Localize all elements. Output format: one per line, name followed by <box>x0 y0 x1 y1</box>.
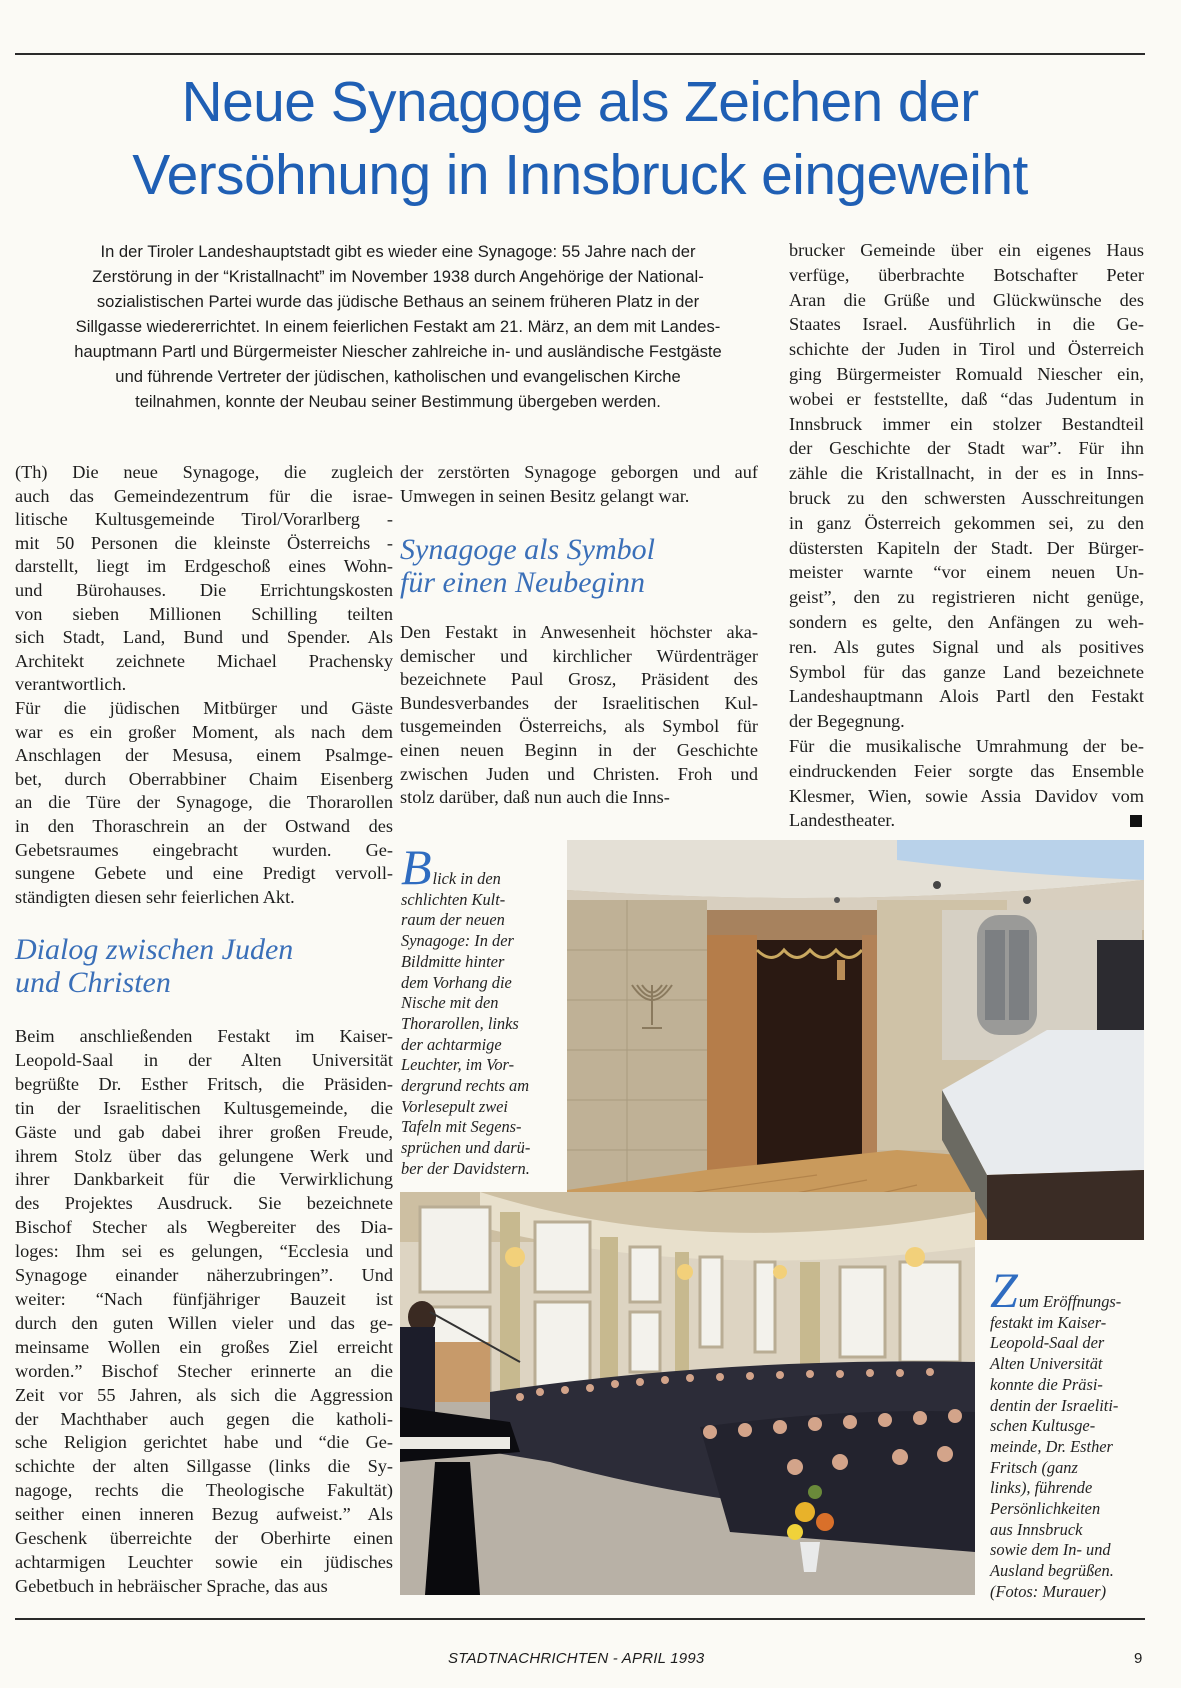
text-line: verantwortlich. <box>15 674 127 695</box>
caption-line: Fritsch (ganz <box>990 1457 1078 1477</box>
caption-line: Bildmitte hinter <box>401 951 505 971</box>
text-line: weiter: “Nach fünfjähriger Bauzeit ist <box>15 1288 393 1309</box>
caption-text: lick in den <box>432 869 501 888</box>
text-line: Architekt zeichnete Michael Prachensky <box>15 650 393 671</box>
article-title-line-1: Neue Synagoge als Zeichen der <box>181 70 979 134</box>
caption-line: Persönlichkeiten <box>990 1499 1101 1519</box>
caption-line: meinde, Dr. Esther <box>990 1436 1113 1456</box>
text-line: sungene Gebete und eine Predigt vervoll- <box>15 863 393 884</box>
text-line: mit 50 Personen die kleinste Österreichs - <box>15 532 393 553</box>
text-line: ihrer Dankbarkeit für die Verwirklichung <box>15 1169 393 1190</box>
text-line: Landestheater. <box>789 810 896 831</box>
text-line: In der Tiroler Landeshauptstadt gibt es wieder eine Synagoge: 55 Jahre nach der <box>100 242 696 261</box>
caption-line: Alten Universität <box>990 1354 1103 1374</box>
subheading-line: für einen Neubeginn <box>400 566 645 599</box>
col2-body-part2 <box>400 621 758 810</box>
text-line: hauptmann Partl und Bürgermeister Niescher zahlreiche in- und ausländische Festgäste <box>74 342 722 361</box>
text-line: zähle die Kristallnacht, in der es in Inns- <box>789 463 1144 484</box>
text-line: seither einen inneren Bezug aufweist.” Als <box>15 1504 393 1525</box>
caption-line: der achtarmige <box>401 1034 502 1054</box>
text-line: durch den guten Willen vieler und das ge- <box>15 1312 393 1333</box>
caption-line: festakt im Kaiser- <box>990 1312 1107 1332</box>
text-line: war es ein großer Moment, als nach dem <box>15 721 393 742</box>
text-line: ständigten diesen sehr feierlichen Akt. <box>15 886 295 907</box>
text-line: Gäste und gab dabei ihrer großen Freude, <box>15 1121 393 1142</box>
text-line: meinsame Wollen ein großes Ziel erreicht <box>15 1336 393 1357</box>
article-title-line-2: Versöhnung in Innsbruck eingeweiht <box>132 143 1028 207</box>
intro-lead <box>18 239 778 414</box>
text-line: düstersten Kapiteln der Stadt. Der Bürger- <box>789 537 1144 558</box>
text-line: der Machthaber auch gegen die katholi- <box>15 1408 393 1429</box>
text-line: Für die musikalische Umrahmung der be- <box>789 735 1144 756</box>
col2-body-part1 <box>400 461 758 508</box>
col3-body <box>789 238 1144 833</box>
text-line: ihrem Stolz über das gelungene Werk und <box>15 1145 393 1166</box>
text-line: Gebetsraumes eingebracht wurden. Ge- <box>15 839 393 860</box>
subheading-line: Synagoge als Symbol <box>400 533 655 566</box>
text-line: der Begegnung. <box>789 711 905 732</box>
bottom-rule <box>15 1618 1145 1620</box>
text-line: sozialistischen Partei wurde das jüdische Bethaus an seinem früheren Platz in der <box>96 292 700 311</box>
text-line: schichte der alten Sillgasse (links die Sy- <box>15 1456 393 1477</box>
text-line: sche Religion gerichtet habe und “die Ge- <box>15 1432 393 1453</box>
text-line: tusgemeinden Österreichs, als Symbol für <box>400 716 758 737</box>
text-line: einen neuen Beginn in der Geschichte <box>400 739 758 760</box>
text-line: Staates Israel. Ausführlich in die Ge- <box>789 314 1144 335</box>
text-line: in den Thoraschrein an der Ostwand des <box>15 815 393 836</box>
text-line: wobei er feststellte, daß “das Judentum in <box>789 388 1144 409</box>
caption-hall-photo <box>990 1262 1150 1603</box>
caption-line: aus Innsbruck <box>990 1519 1083 1539</box>
text-line: in ganz Österreich gekommen sei, zu den <box>789 512 1144 533</box>
text-line: Umwegen in seinen Besitz gelangt war. <box>400 485 690 506</box>
text-line: Bischof Stecher als Wegbereiter des Dia- <box>15 1217 393 1238</box>
text-line: eindruckenden Feier sorgte das Ensemble <box>789 760 1144 781</box>
text-line: demischer und kirchlicher Würdenträger <box>400 645 758 666</box>
caption-line: sowie dem In- und <box>990 1540 1111 1560</box>
text-line: loges: Ihm sei es gelungen, “Ecclesia und <box>15 1241 393 1262</box>
caption-line: dentin der Israeliti- <box>990 1395 1119 1415</box>
caption-line: konnte die Präsi- <box>990 1374 1103 1394</box>
text-line: Zerstörung in der “Kristallnacht” im November 1938 durch Angehörige der National- <box>92 267 704 286</box>
caption-line: Ausland begrüßen. <box>990 1561 1114 1581</box>
text-line: Beim anschließenden Festakt im Kaiser- <box>15 1026 393 1046</box>
text-line: der zerstörten Synagoge geborgen und auf <box>400 462 758 482</box>
text-line: an die Türe der Synagoge, die Thorarollen <box>15 792 393 813</box>
text-line: sondern es gelte, den Anfängen zu weh- <box>789 611 1144 632</box>
text-line: Anschlagen der Mesusa, einem Psalmge- <box>15 745 393 766</box>
text-line: der Geschichte der Stadt war”. Für ihn <box>789 438 1144 459</box>
text-line: Leopold-Saal in der Alten Universität <box>15 1049 393 1070</box>
caption-line: Synagoge: In der <box>401 931 514 951</box>
caption-synagogue-photo <box>401 839 563 1180</box>
col1-body-part2 <box>15 1025 393 1599</box>
caption-rest <box>401 890 563 1180</box>
text-line: achtarmigen Leuchter sowie ein jüdisches <box>15 1551 393 1572</box>
text-line: von sieben Millionen Schilling teilten <box>15 603 393 624</box>
text-line: Zeit vor 55 Jahren, als sich die Aggression <box>15 1384 393 1405</box>
caption-line: Nische mit den <box>401 993 499 1013</box>
publication-footer: STADTNACHRICHTEN - APRIL 1993 <box>448 1650 705 1667</box>
subheading-symbol <box>400 533 655 599</box>
text-line: brucker Gemeinde über ein eigenes Haus <box>789 240 1144 260</box>
text-line: worden.” Bischof Stecher erinnerte an die <box>15 1360 393 1381</box>
caption-line: (Fotos: Murauer) <box>990 1581 1107 1601</box>
caption-line: schen Kultusge- <box>990 1416 1096 1436</box>
top-rule <box>15 53 1145 55</box>
text-line: Für die jüdischen Mitbürger und Gäste <box>15 697 393 718</box>
text-line: geist”, den zu registrieren nicht genüge, <box>789 587 1144 608</box>
caption-line: schlichten Kult- <box>401 889 506 909</box>
text-line: Landeshauptmann Alois Partl den Festakt <box>789 686 1144 707</box>
caption-line: ber der Davidstern. <box>401 1158 530 1178</box>
page-number: 9 <box>1134 1650 1143 1667</box>
subheading-line: und Christen <box>15 966 171 999</box>
text-line: und führende Vertreter der jüdischen, katholischen und evangelischen Kirche <box>115 367 681 386</box>
caption-line <box>990 1262 1150 1318</box>
text-line: sich Stadt, Land, Bund und Spender. Als <box>15 627 393 648</box>
text-line: und Bürohauses. Die Errichtungskosten <box>15 579 393 600</box>
drop-cap: Z <box>990 1262 1018 1318</box>
caption-line: raum der neuen <box>401 910 505 930</box>
caption-rest <box>990 1313 1150 1603</box>
text-line: zwischen Juden und Christen. Froh und <box>400 763 758 784</box>
text-line: Innsbruck immer ein stolzer Bestandteil <box>789 413 1144 434</box>
subheading-line: Dialog zwischen Juden <box>15 933 294 966</box>
text-line: verfüge, überbrachte Botschafter Peter <box>789 264 1144 285</box>
caption-line: Leuchter, im Vor- <box>401 1055 515 1075</box>
text-line: Bundesverbandes der Israelitischen Kul- <box>400 692 758 713</box>
text-line: Geschenk überreichte der Oberhirte einen <box>15 1528 393 1549</box>
col1-body-part1 <box>15 461 393 909</box>
caption-line <box>401 839 563 895</box>
text-line: tin der Israelitischen Kultusgemeinde, die <box>15 1097 393 1118</box>
text-line: Aran die Grüße und Glückwünsche des <box>789 289 1144 310</box>
text-line: begrüßte Dr. Esther Fritsch, die Präsiden- <box>15 1073 393 1094</box>
text-line: schichte der Juden in Tirol und Österreich <box>789 339 1144 360</box>
text-line: bet, durch Oberrabbiner Chaim Eisenberg <box>15 768 393 789</box>
text-line: bruck zu den schwersten Ausschreitungen <box>789 487 1144 508</box>
caption-line: links), führende <box>990 1478 1093 1498</box>
text-line: Symbol für das ganze Land bezeichnete <box>789 661 1144 682</box>
text-line: nagoge, rechts die Theologische Fakultät) <box>15 1480 393 1501</box>
text-line: meister warnte “vor einem neuen Un- <box>789 562 1144 583</box>
text-line: (Th) Die neue Synagoge, die zugleich <box>15 462 393 482</box>
drop-cap: B <box>401 839 432 895</box>
caption-line: Vorlesepult zwei <box>401 1096 508 1116</box>
text-line: auch das Gemeindezentrum für die israe- <box>15 485 393 506</box>
text-line: teilnahmen, konnte der Neubau seiner Bestimmung übergeben werden. <box>135 392 661 411</box>
text-line: des Projektes Ausdruck. Sie bezeichnete <box>15 1193 393 1214</box>
text-line: Gebetbuch in hebräischer Sprache, das aus <box>15 1575 328 1596</box>
caption-line: Leopold-Saal der <box>990 1333 1105 1353</box>
text-line: Den Festakt in Anwesenheit höchster aka- <box>400 622 758 642</box>
caption-line: dem Vorhang die <box>401 972 512 992</box>
caption-line: sprüchen und darü- <box>401 1138 531 1158</box>
caption-line: dergrund rechts am <box>401 1076 530 1096</box>
text-line: litische Kultusgemeinde Tirol/Vorarlberg - <box>15 509 393 530</box>
photo-festival-hall <box>400 1192 975 1595</box>
caption-text: um Eröffnungs- <box>1018 1292 1122 1311</box>
caption-line: Thorarollen, links <box>401 1013 519 1033</box>
subheading-dialog <box>15 933 293 999</box>
text-line: bezeichnete Paul Grosz, Präsident des <box>400 669 758 690</box>
text-line: stolz darüber, daß nun auch die Inns- <box>400 787 670 808</box>
text-line: darstellt, liegt im Erdgeschoß eines Wohn- <box>15 556 393 577</box>
photo-synagogue-interior <box>567 840 1144 1240</box>
text-line: Sillgasse wiedererrichtet. In einem feierlichen Festakt am 21. März, an dem mit Landes- <box>75 317 721 336</box>
end-of-article-mark <box>1130 815 1142 827</box>
text-line: ging Bürgermeister Romuald Niescher ein, <box>789 363 1144 384</box>
text-line: Klesmer, Wien, sowie Assia Davidov vom <box>789 785 1144 806</box>
text-line: ren. Als gutes Signal und als positives <box>789 636 1144 657</box>
text-line: Synagoge einander näherzubringen”. Und <box>15 1265 393 1286</box>
caption-line: Tafeln mit Segens- <box>401 1117 522 1137</box>
